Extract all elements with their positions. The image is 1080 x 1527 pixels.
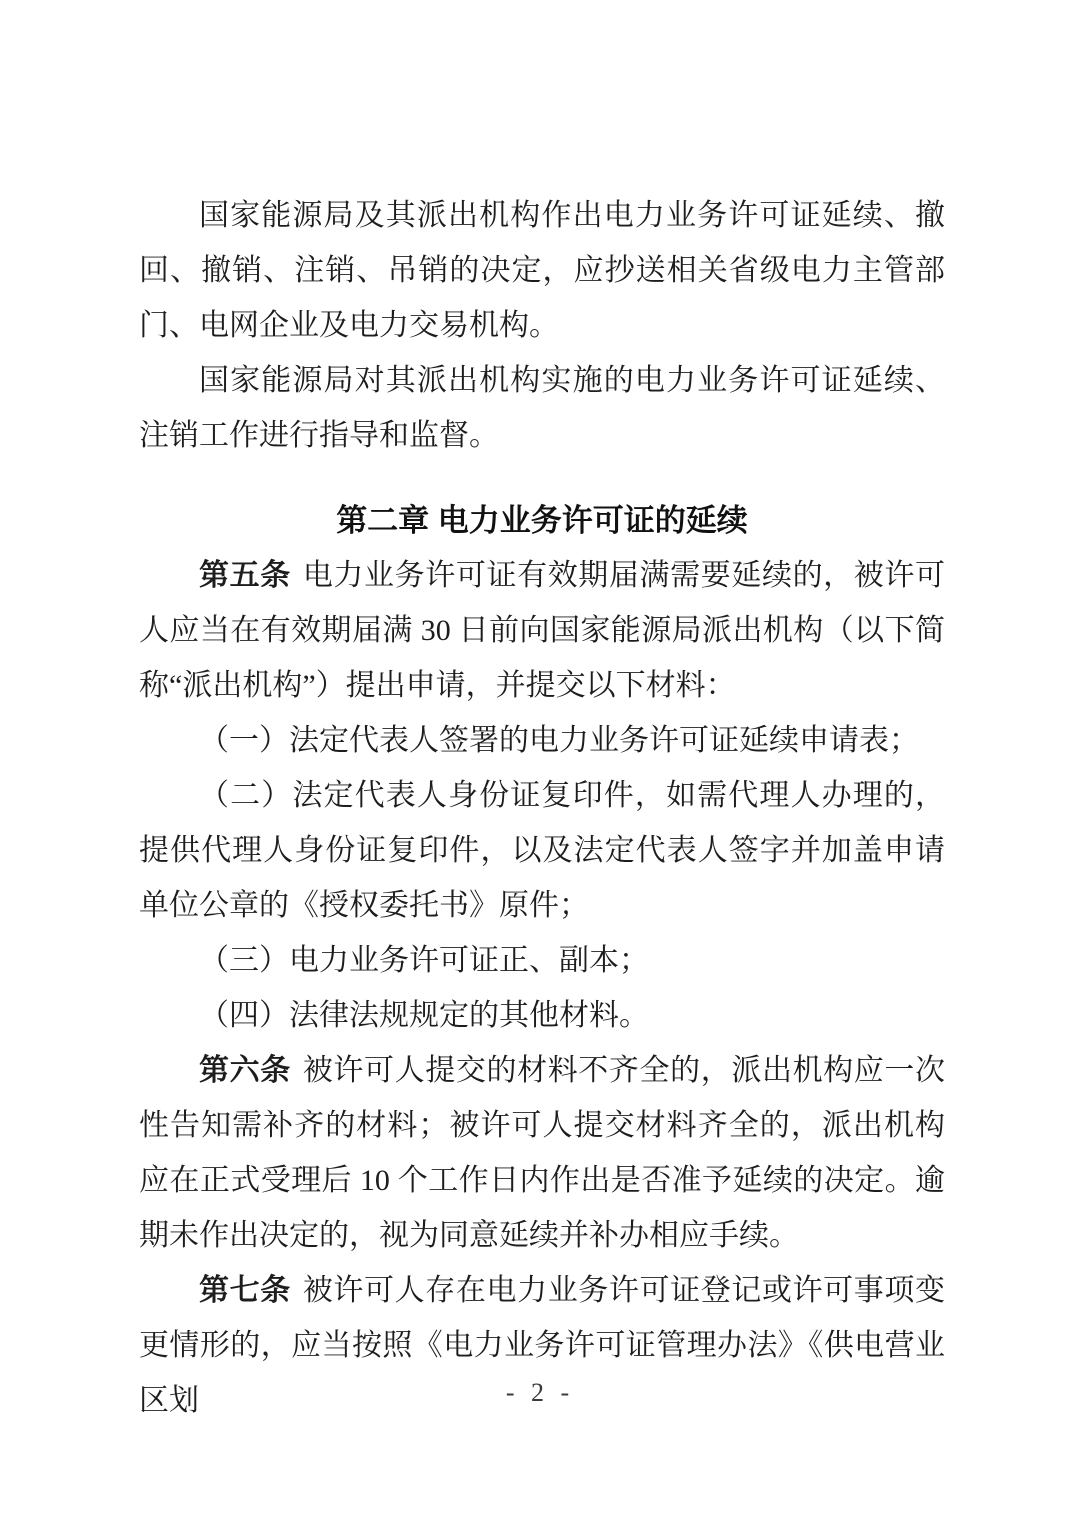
paragraph-text: 被许可人存在电力业务许可证登记或许可事项变更情形的，应当按照《电力业务许可证管理办法》《供电营业区划 bbox=[139, 1274, 946, 1417]
article-5-lead: 第五条 bbox=[199, 559, 291, 592]
list-item-2 bbox=[139, 768, 945, 933]
paragraph-text: （三）电力业务许可证正、副本； bbox=[199, 944, 649, 977]
paragraph-text: （一）法定代表人签署的电力业务许可证延续申请表； bbox=[199, 724, 919, 757]
article-6-lead: 第六条 bbox=[199, 1054, 291, 1087]
article-7-lead: 第七条 bbox=[199, 1274, 291, 1307]
chapter-heading: 第二章 电力业务许可证的延续 bbox=[336, 503, 748, 538]
list-item-1 bbox=[139, 713, 945, 768]
paragraph bbox=[139, 188, 945, 353]
article-6-paragraph bbox=[139, 1043, 945, 1263]
list-item-3 bbox=[139, 933, 945, 988]
paragraph bbox=[139, 353, 945, 463]
paragraph-text: 国家能源局对其派出机构实施的电力业务许可证延续、注销工作进行指导和监督。 bbox=[139, 364, 945, 452]
paragraph-text: 国家能源局及其派出机构作出电力业务许可证延续、撤回、撤销、注销、吊销的决定，应抄送相关省级电力主管部门、电网企业及电力交易机构。 bbox=[139, 199, 945, 342]
document-body bbox=[139, 188, 945, 1428]
page-number: - 2 - bbox=[505, 1378, 575, 1407]
list-item-4 bbox=[139, 988, 945, 1043]
paragraph-text: 被许可人提交的材料不齐全的，派出机构应一次性告知需补齐的材料；被许可人提交材料齐全的，派出机构应在正式受理后 10 个工作日内作出是否准予延续的决定。逾期未作出决定的，视为同意延续并补办相应手续。 bbox=[139, 1054, 946, 1252]
paragraph-text: （四）法律法规规定的其他材料。 bbox=[199, 999, 649, 1032]
paragraph-text: （二）法定代表人身份证复印件，如需代理人办理的，提供代理人身份证复印件，以及法定代表人签字并加盖申请单位公章的《授权委托书》原件； bbox=[139, 779, 945, 922]
article-5-paragraph bbox=[139, 548, 945, 713]
paragraph-text: 电力业务许可证有效期届满需要延续的，被许可人应当在有效期届满 30 日前向国家能源局派出机构（以下简称“派出机构”）提出申请，并提交以下材料： bbox=[139, 559, 946, 702]
